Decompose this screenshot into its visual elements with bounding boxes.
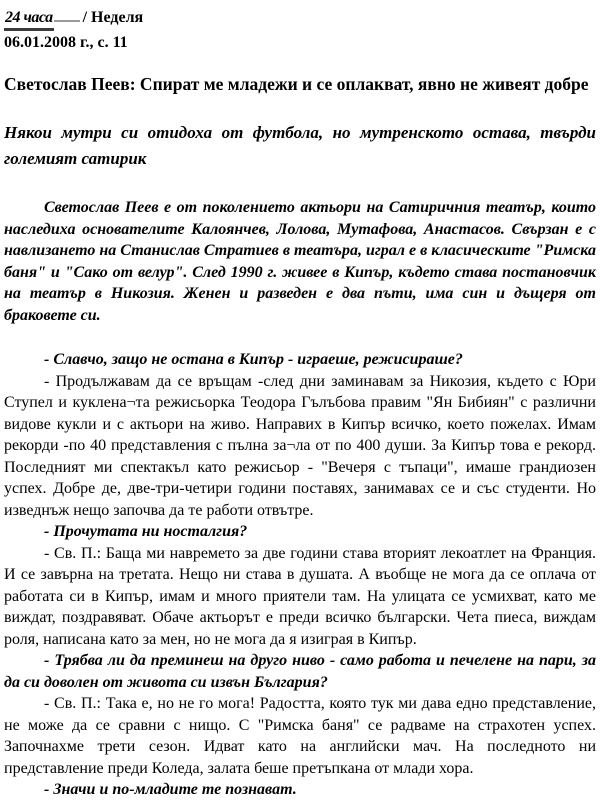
headline: Светослав Пеев: Спират ме младежи и се оплакват, явно не живеят добре <box>4 74 589 94</box>
logo-underline <box>54 6 80 22</box>
subhead: Някои мутри си отидоха от футбола, но мутренското остава, твърди големият сатирик <box>4 123 596 168</box>
question-paragraph: - Славчо, защо не остана в Кипър - играеше, режисираше? <box>44 351 463 368</box>
question-paragraph: - Трябва ли да преминеш на друго ниво - само работа и печелене на пари, за да си доволен от живота си извън България? <box>4 652 596 691</box>
lead-paragraph: Светослав Пеев е от поколението актьори на Сатиричния театър, които наследиха основателите Калоянчев, Лолова, Мутафова, Анастасов. Свързан е с навлизането на Станислав Стратиев в театъра, играл е в класическите "Римска баня" и "Сако от велур". След 1990 г. живее в Кипър, където става постановчик на театър в Никозия. Женен и разведен е два пъти, има син и дъщеря от браковете си. <box>4 199 596 324</box>
question-paragraph: - Прочутата ни носталгия? <box>44 523 248 540</box>
dateline: 06.01.2008 г., с. 11 <box>4 34 128 51</box>
masthead <box>4 6 596 31</box>
question-paragraph: - Значи и по-младите те познават. <box>44 781 297 798</box>
edition-label: / Неделя <box>82 9 144 26</box>
answer-paragraph: - Св. П.: Така е, но не го мога! Радостта, която тук ми дава едно представление, не може да се сравни с нищо. С "Римска баня" се радваме на страхотен успех. Започнахме трети сезон. Идват като на английски мач. На последното ни представление преди Коледа, залата беше претъпкана от млади хора. <box>4 695 596 777</box>
answer-paragraph: - Продължавам да се връщам -след дни заминавам за Никозия, където с Юри Ступел и куклена¬та режисьорка Теодора Гълъбова правим "Ян Бибиян" с различни видове кукли и с актьори на живо. Направих в Кипър всичко, което пожелах. Имам рекорди -по 40 представления с пълна за¬ла от по 400 души. За Кипър това е рекорд. Последният ми спектакъл като режисьор - "Вечеря с тъпаци", имаше грандиозен успех. Добре де, две-три-четири години поставях, занимавах се и със студенти. Но изведнъж нещо започва да те работи отвътре. <box>4 372 596 519</box>
newspaper-logo: 24 часа <box>4 8 54 31</box>
answer-paragraph: - Св. П.: Баща ми навремето за две години става вторият лекоатлет на Франция. И се завърна на третата. Нещо ни става в душата. А въобще не мога да се оплача от работата си в Кипър, имам и много приятели там. На улицата се усмихват, като ме виждат, поздравяват. Обаче актьорът е преди всичко български. Чета пиеса, виждам роля, написана като за мен, но не мога да я изиграя в Кипър. <box>4 544 596 648</box>
